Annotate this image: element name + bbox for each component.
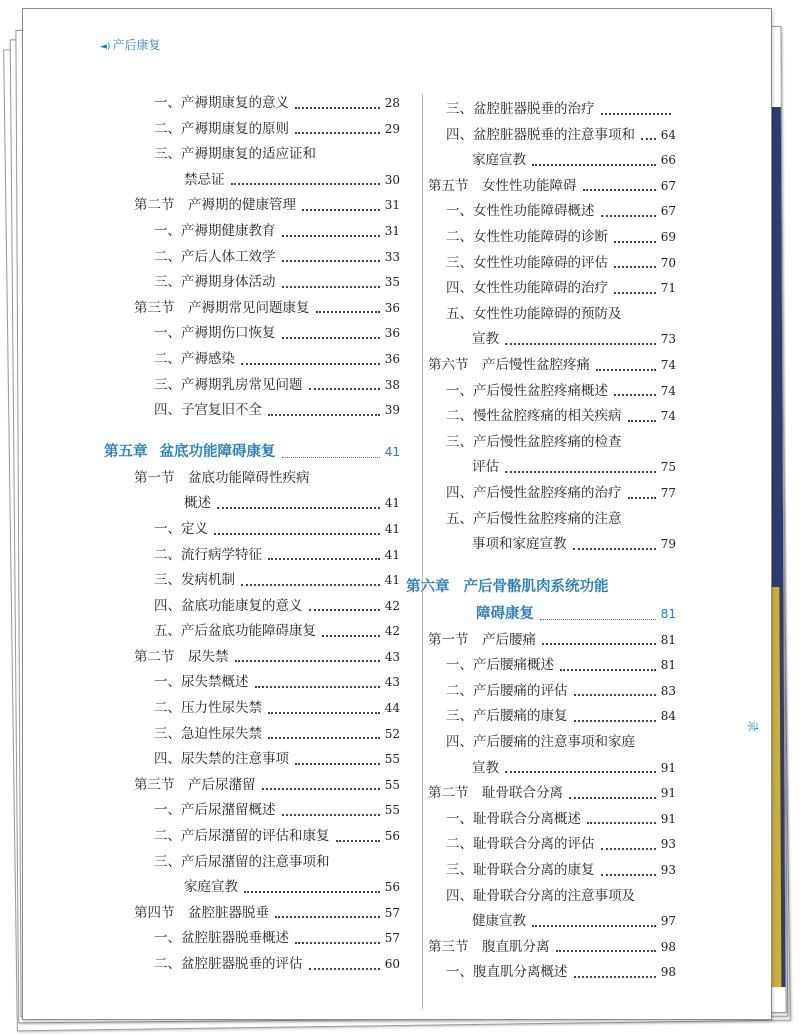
entry-title: 一、定义: [154, 520, 208, 537]
section-entry: [104, 193, 400, 219]
chapter-spacer: [104, 424, 400, 438]
chapter-heading: [104, 438, 400, 466]
toc-item: [406, 379, 676, 405]
page-number: 67: [660, 178, 676, 193]
chapter-title: [104, 438, 276, 466]
entry-title: 事项和家庭宣教: [472, 536, 567, 553]
toc-item: [104, 850, 400, 876]
entry-title: 一、腹直肌分离概述: [446, 964, 568, 981]
toc-entry-continued: [406, 327, 676, 353]
entry-title: 四、盆腔脏器脱垂的注意事项和: [446, 126, 635, 143]
toc-item: [406, 199, 676, 225]
page-number: 55: [384, 777, 400, 792]
leader-dots: [574, 720, 656, 722]
chapter-name: 产后骨骼肌肉系统功能: [463, 578, 609, 595]
leader-dots: [542, 643, 656, 645]
entry-title: 第三节 产褥期常见问题康复: [134, 299, 310, 316]
leader-dots: [309, 968, 380, 970]
toc-entry-continued: [406, 148, 676, 174]
page-number: 91: [660, 786, 676, 801]
page-number: 97: [660, 914, 676, 929]
entry-title: 一、产褥期康复的意义: [154, 95, 289, 111]
leader-dots: [244, 891, 380, 893]
leader-dots: [241, 363, 380, 365]
page-number: 31: [384, 223, 400, 238]
toc-item: [406, 507, 676, 533]
chapter-heading-continued: [406, 600, 676, 628]
leader-dots: [309, 609, 380, 611]
toc-item: [406, 884, 676, 910]
leader-dots: [268, 712, 380, 714]
section-entry: [104, 901, 400, 927]
leader-dots: [628, 497, 656, 499]
page-number: 93: [660, 863, 676, 878]
toc-item: [104, 952, 400, 978]
entry-title: 二、女性性功能障碍的诊断: [446, 228, 608, 245]
leader-dots: [601, 874, 656, 876]
page-number: 43: [384, 649, 400, 664]
leader-dots: [573, 548, 656, 550]
entry-title: 第二节 产褥期的健康管理: [134, 197, 296, 214]
entry-title: 评估: [472, 459, 499, 476]
toc-item: [406, 960, 676, 986]
leader-dots: [614, 241, 656, 243]
page-number: 98: [660, 939, 676, 954]
leader-dots: [628, 420, 656, 422]
page-number: 44: [384, 701, 400, 716]
toc-item: [104, 722, 400, 748]
leader-dots: [574, 976, 656, 978]
leader-dots: [235, 660, 380, 662]
entry-title: 三、女性性功能障碍的评估: [446, 254, 608, 271]
toc-right-column: [406, 97, 676, 986]
chapter-number: 第六章: [406, 578, 450, 595]
toc-item: [104, 321, 400, 347]
toc-item: [104, 747, 400, 773]
entry-title: 二、产褥感染: [154, 350, 235, 367]
entry-title: 禁忌证: [184, 171, 225, 188]
section-entry: [406, 935, 676, 961]
page-number: 35: [384, 275, 400, 290]
entry-title: 三、产褥期康复的适应证和: [154, 146, 316, 163]
entry-title: 第三节 产后尿潴留: [134, 776, 256, 793]
toc-item: [104, 142, 400, 168]
toc-item: [406, 481, 676, 507]
toc-item: [406, 404, 676, 430]
page-number: 38: [384, 377, 400, 392]
entry-title: 三、产褥期乳房常见问题: [154, 376, 303, 393]
entry-title: 一、产后慢性盆腔疼痛概述: [446, 382, 608, 399]
toc-entry-continued: [104, 875, 400, 901]
entry-title: 三、产褥期身体活动: [154, 274, 276, 291]
entry-title: 二、流行病学特征: [154, 546, 262, 563]
entry-title: 三、发病机制: [154, 572, 235, 589]
entry-title: 三、耻骨联合分离的康复: [446, 862, 595, 879]
page-number: 41: [384, 573, 400, 588]
page-number: 41: [384, 496, 400, 511]
page-number: 28: [384, 96, 400, 110]
entry-title: 四、耻骨联合分离的注意事项及: [446, 887, 635, 904]
entry-title: 一、产后尿潴留概述: [154, 802, 276, 819]
chapter-heading: [406, 574, 676, 600]
toc-item: [406, 123, 676, 149]
entry-title: 三、盆腔脏器脱垂的治疗: [446, 101, 595, 117]
leader-dots: [614, 266, 656, 268]
page-number: 36: [384, 351, 400, 366]
entry-title: 第五节 女性性功能障碍: [428, 177, 577, 194]
toc-entry-continued: [406, 756, 676, 782]
entry-title: 第三节 腹直肌分离: [428, 938, 550, 955]
page-number: 84: [660, 709, 676, 724]
book-title: 产后康复: [112, 38, 161, 52]
toc-item: [104, 670, 400, 696]
leader-dots: [282, 235, 380, 237]
leader-dots: [316, 311, 380, 313]
leader-dots: [601, 848, 656, 850]
toc-item: [406, 858, 676, 884]
section-entry: [104, 645, 400, 671]
page-number: 41: [384, 547, 400, 562]
toc-item: [406, 679, 676, 705]
leader-dots: [569, 797, 656, 799]
leader-dots: [540, 619, 656, 620]
entry-title: 四、产后慢性盆腔疼痛的治疗: [446, 484, 622, 501]
leader-dots: [282, 337, 380, 339]
page-number: 79: [660, 537, 676, 552]
leader-dots: [614, 292, 656, 294]
leader-dots: [282, 260, 380, 262]
toc-item: [104, 824, 400, 850]
entry-title: 第一节 产后腰痛: [428, 631, 536, 648]
leader-dots: [275, 916, 380, 918]
entry-title: 二、压力性尿失禁: [154, 700, 262, 717]
leader-dots: [322, 635, 380, 637]
page-number: 36: [384, 326, 400, 341]
toc-item: [104, 594, 400, 620]
toc-item: [406, 730, 676, 756]
toc-item: [406, 251, 676, 277]
section-entry: [104, 296, 400, 322]
page-number: 55: [384, 803, 400, 818]
leader-dots: [532, 925, 656, 927]
toc-item: [406, 704, 676, 730]
page-number: 64: [660, 127, 676, 142]
entry-title: 二、慢性盆腔疼痛的相关疾病: [446, 408, 622, 425]
toc-entry-continued: [104, 491, 400, 517]
toc-item: [406, 832, 676, 858]
toc-item: [104, 270, 400, 296]
leader-dots: [255, 686, 380, 688]
entry-title: 第一节 盆底功能障碍性疾病: [134, 469, 310, 486]
entry-title: 四、尿失禁的注意事项: [154, 751, 289, 768]
leader-dots: [601, 215, 656, 217]
entry-title: 二、产后人体工效学: [154, 248, 276, 265]
chapter-spacer: [406, 558, 676, 574]
page-number: 29: [384, 121, 400, 136]
toc-item: [104, 568, 400, 594]
entry-title: 一、耻骨联合分离概述: [446, 810, 581, 827]
entry-title: 一、产褥期健康教育: [154, 222, 276, 239]
section-entry: [406, 628, 676, 654]
toc-item: [406, 276, 676, 302]
leader-dots: [596, 369, 656, 371]
entry-title: 五、产后慢性盆腔疼痛的注意: [446, 510, 622, 527]
leader-dots: [302, 209, 380, 211]
entry-title: 三、产后尿潴留的注意事项和: [154, 853, 330, 870]
leader-dots: [583, 189, 656, 191]
page-number: 42: [384, 598, 400, 613]
toc-item: [406, 97, 676, 123]
page-number: 81: [660, 606, 676, 621]
leader-dots: [262, 788, 380, 790]
page-number: 43: [384, 675, 400, 690]
entry-title: 二、耻骨联合分离的评估: [446, 836, 595, 853]
entry-title: 二、产后腰痛的评估: [446, 682, 568, 699]
toc-item: [104, 245, 400, 271]
page-number: 74: [660, 357, 676, 372]
toc-entry-continued: [406, 455, 676, 481]
entry-title: 二、产褥期康复的原则: [154, 120, 289, 137]
entry-title: 四、女性性功能障碍的治疗: [446, 280, 608, 297]
speaker-icon: ◄): [100, 42, 111, 52]
leader-dots: [268, 737, 380, 739]
entry-title: 第二节 尿失禁: [134, 648, 229, 665]
entry-title: 三、产后腰痛的康复: [446, 708, 568, 725]
page-number: 70: [660, 255, 676, 270]
page-number: 39: [384, 403, 400, 418]
toc-item: [104, 373, 400, 399]
page-number: 56: [384, 880, 400, 895]
leader-dots: [601, 113, 672, 115]
chapter-number: 第五章: [104, 443, 148, 460]
entry-title: 一、产后腰痛概述: [446, 657, 554, 674]
chapter-name: 障碍康复: [476, 605, 534, 622]
leader-dots: [336, 840, 380, 842]
toc-left-column: [104, 91, 400, 978]
leader-dots: [505, 343, 656, 345]
toc-item: [104, 117, 400, 143]
page-number: 56: [384, 829, 400, 844]
page-number: 75: [660, 460, 676, 475]
entry-title: 健康宣教: [472, 913, 526, 930]
leader-dots: [268, 414, 380, 416]
leader-dots: [505, 771, 656, 773]
leader-dots: [217, 507, 380, 509]
entry-title: 三、急迫性尿失禁: [154, 725, 262, 742]
entry-title: 一、女性性功能障碍概述: [446, 203, 595, 220]
toc-item: [406, 807, 676, 833]
toc-item: [104, 517, 400, 543]
entry-title: 四、盆底功能康复的意义: [154, 597, 303, 614]
entry-title: 二、产后尿潴留的评估和康复: [154, 828, 330, 845]
leader-dots: [587, 822, 656, 824]
leader-dots: [532, 164, 656, 166]
toc-item: [104, 619, 400, 645]
page-number: 67: [660, 204, 676, 219]
entry-title: 概述: [184, 495, 211, 512]
page-number: 42: [384, 624, 400, 639]
page-number: 74: [660, 383, 676, 398]
page-number: 52: [384, 726, 400, 741]
section-entry: [104, 773, 400, 799]
toc-item: [104, 347, 400, 373]
page-number: 41: [384, 444, 400, 459]
leader-dots: [295, 132, 380, 134]
toc-item: [104, 543, 400, 569]
entry-title: 五、女性性功能障碍的预防及: [446, 305, 622, 322]
leader-dots: [241, 584, 380, 586]
entry-title: 一、尿失禁概述: [154, 674, 249, 691]
leader-dots: [268, 558, 380, 560]
entry-title: 宣教: [472, 331, 499, 348]
entry-title: 家庭宣教: [184, 879, 238, 896]
page-number: 81: [660, 658, 676, 673]
page-number: 36: [384, 300, 400, 315]
toc-item: [406, 653, 676, 679]
entry-title: 五、产后盆底功能障碍康复: [154, 623, 316, 640]
leader-dots: [505, 471, 656, 473]
entry-title: 宣教: [472, 759, 499, 776]
toc-item: [406, 430, 676, 456]
page-number: 33: [384, 249, 400, 264]
page-number: 91: [660, 811, 676, 826]
running-header: [100, 36, 160, 53]
section-entry: [406, 353, 676, 379]
toc-item: [104, 696, 400, 722]
leader-dots: [282, 457, 380, 458]
entry-title: 二、盆腔脏器脱垂的评估: [154, 956, 303, 972]
toc-item: [406, 302, 676, 328]
entry-title: 一、盆腔脏器脱垂概述: [154, 930, 289, 947]
toc-entry-continued: [406, 532, 676, 558]
leader-dots: [295, 107, 380, 109]
section-entry: [104, 466, 400, 492]
entry-title: 第四节 盆腔脏器脱垂: [134, 904, 269, 921]
page-number: 93: [660, 837, 676, 852]
leader-dots: [574, 694, 656, 696]
toc-item: [104, 926, 400, 952]
page-number: 57: [384, 905, 400, 920]
page-number: 66: [660, 153, 676, 168]
entry-title: 第六节 产后慢性盆腔疼痛: [428, 356, 590, 373]
page-number: 69: [660, 229, 676, 244]
toc-item: [406, 225, 676, 251]
side-tab-label: 录: [746, 720, 760, 732]
page-number: 71: [660, 281, 676, 296]
toc-entry-continued: [406, 909, 676, 935]
chapter-name: 盆底功能障碍康复: [159, 443, 276, 460]
leader-dots: [282, 286, 380, 288]
page-number: 74: [660, 409, 676, 424]
toc-item: [104, 398, 400, 424]
leader-dots: [556, 950, 656, 952]
leader-dots: [614, 394, 656, 396]
page-number: 83: [660, 683, 676, 698]
page-number: 57: [384, 931, 400, 946]
leader-dots: [295, 942, 380, 944]
leader-dots: [214, 533, 380, 535]
page-number: 60: [384, 957, 400, 971]
toc-item: [104, 798, 400, 824]
page-number: 98: [660, 965, 676, 980]
leader-dots: [295, 763, 380, 765]
entry-title: 四、子宫复旧不全: [154, 402, 262, 419]
entry-title: 家庭宣教: [472, 152, 526, 169]
leader-dots: [282, 814, 380, 816]
leader-dots: [560, 669, 656, 671]
page-number: 77: [660, 485, 676, 500]
section-entry: [406, 174, 676, 200]
page-number: 41: [384, 521, 400, 536]
leader-dots: [231, 183, 380, 185]
page-number: 73: [660, 332, 676, 347]
toc-item: [104, 91, 400, 117]
entry-title: 四、产后腰痛的注意事项和家庭: [446, 734, 635, 751]
toc-item: [104, 219, 400, 245]
leader-dots: [641, 138, 656, 140]
entry-title: 三、产后慢性盆腔疼痛的检查: [446, 433, 622, 450]
entry-title: 一、产褥期伤口恢复: [154, 325, 276, 342]
entry-title: 第二节 耻骨联合分离: [428, 785, 563, 802]
page-number: 55: [384, 752, 400, 767]
page-number: 30: [384, 172, 400, 187]
page-number: 31: [384, 198, 400, 213]
page-number: 81: [660, 632, 676, 647]
leader-dots: [309, 388, 380, 390]
page-number: 91: [660, 760, 676, 775]
section-entry: [406, 781, 676, 807]
toc-entry-continued: [104, 168, 400, 194]
